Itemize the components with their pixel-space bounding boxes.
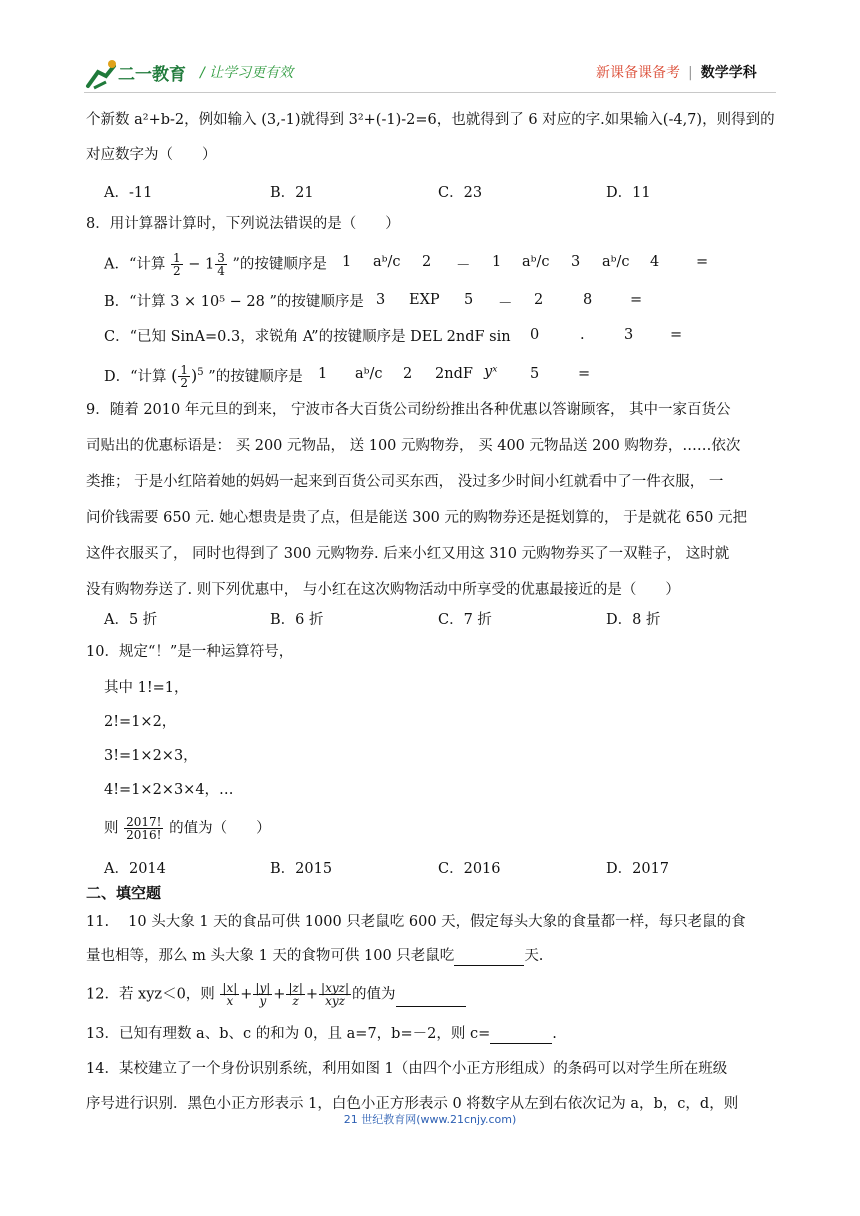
footer: 21 世纪教育网(www.21cnjy.com) [343,1113,517,1126]
q8a-post: ”的按键顺序是 [232,256,327,273]
q8a-key: － [456,258,471,274]
q8d-frac-den: 2 [180,376,189,391]
q10-line: 3!=1×2×3， [104,748,198,764]
q8b-key: 8 [583,292,593,308]
q8a-key: 2 [422,254,432,270]
q11-blank [454,951,524,966]
q10-frac-den: 2016! [126,828,162,842]
q8b-expr: 3 × 10⁵ − 28 [170,294,265,310]
q8d-post: ”的按键顺序是 [208,368,303,385]
q9-option-d: D．8 折 [606,612,661,628]
q8b-key: = [630,292,643,308]
header-right [596,62,757,82]
q8b-key: EXP [409,292,440,308]
q9-line: 司贴出的优惠标语是： 买 200 元物品， 送 100 元购物券， 买 400 元物品送 200 购物券，……依次 [86,438,741,454]
q11-line2 [86,946,543,966]
q8b-key: － [498,296,513,312]
q8d-frac-num: 1 [180,363,189,378]
q8a-frac2 [215,252,227,277]
slogan: / 让学习更有效 [200,65,294,81]
q8d-key: 2 [403,366,413,382]
q10-then [104,816,271,841]
logo-text: 二一教育 [118,65,186,85]
q8a-key: 3 [571,254,581,270]
q8-option-b [104,292,364,312]
q12-f2-num: |y| [255,981,271,995]
q9-line: 这件衣服买了， 同时也得到了 300 元购物券. 后来小红又用这 310 元购物券买了一双鞋子， 这时就 [86,546,730,562]
q8a-key: 1 [342,254,352,270]
q8a-key: aᵇ/c [373,254,401,270]
q8d-key: 1 [318,366,328,382]
q8d-exp: 5 [197,367,204,378]
q8d-key: aᵇ/c [355,366,383,382]
q8d-pre: D．“计算 [104,368,167,385]
q10-frac [124,816,163,841]
q8a-key: aᵇ/c [602,254,630,270]
q12-f3-den: z [292,994,299,1008]
q8d-key: = [578,366,591,382]
q12-f1-num: |x| [222,981,238,995]
q8b-pre: B．“计算 [104,294,166,310]
q12-frac2 [253,982,272,1007]
q12-f4-den: xyz [325,994,345,1008]
q10-then-post: 的值为（ ） [169,820,271,837]
q7-option-d: D．11 [606,185,651,201]
q12-plus: + [305,986,319,1003]
q12-plus: + [240,986,253,1003]
q8c-key: = [670,327,683,343]
q10-option-b: B．2015 [270,861,333,877]
q8-option-c: C．“已知 SinA=0.3，求锐角 A”的按键顺序是 DEL 2ndF sin [104,329,511,345]
q8b-key: 2 [534,292,544,308]
q8-stem: 8．用计算器计算时，下列说法错误的是（ ） [86,216,400,232]
q8a-key: aᵇ/c [522,254,550,270]
q10-option-c: C．2016 [438,861,501,877]
q12-plus: + [273,986,286,1003]
q10-frac-num: 2017! [126,815,162,829]
q12-f3-num: |z| [288,981,303,995]
q9-line: 9．随着 2010 年元旦的到来， 宁波市各大百货公司纷纷推出各种优惠以答谢顾客， 其中一家百货公 [86,402,731,418]
q8d-key: 2ndF [435,366,473,382]
q8a-frac1-num: 1 [173,251,181,265]
q10-stem: 10．规定“！”是一种运算符号， [86,644,294,660]
q7-line2: 对应数字为（ ） [86,147,217,163]
q14-line1: 14．某校建立了一个身份识别系统，利用如图 1（由四个小正方形组成）的条码可以对学生所在班级 [86,1061,728,1077]
q8d-frac [178,364,190,389]
q8-option-d: D．“计算 ( $\frac{1}{2}$ )$^5$ ”的按键顺序是 [104,363,303,391]
q13-line [86,1024,557,1044]
q10-option-d: D．2017 [606,861,670,877]
q8b-key: 3 [376,292,386,308]
q11-line1: 11. 10 头大象 1 天的食品可供 1000 只老鼠吃 600 天，假定每头大象的食量都一样，每只老鼠的食 [86,914,746,930]
q11-line2-pre: 量也相等，那么 m 头大象 1 天的食物可供 100 只老鼠吃 [86,948,455,964]
q9-line: 问价钱需要 650 元. 她心想贵是贵了点，但是能送 300 元的购物券还是挺划算的， 于是就花 650 元把 [86,510,748,526]
q10-option-a: A．2014 [104,861,166,877]
header-separator: | [688,65,693,81]
header-rule [84,92,776,93]
q9-option-b: B．6 折 [270,612,324,628]
q8a-frac1 [171,252,183,277]
q8d-key: 5 [530,366,540,382]
q12-f4-num: |xyz| [321,981,349,995]
q11-line2-post: 天. [524,948,544,964]
q8d-key: yˣ [484,364,498,380]
q12-post: 的值为 [352,986,396,1003]
q12-f1-den: x [226,994,234,1008]
q10-then-pre: 则 [104,820,119,837]
q7-option-a: A．-11 [104,185,153,201]
q8a-key: 1 [492,254,502,270]
q12-line [86,982,466,1007]
q7-option-c: C．23 [438,185,483,201]
q9-option-a: A．5 折 [104,612,158,628]
q8b-key: 5 [464,292,474,308]
section-title: 二、填空题 [86,884,162,902]
q8a-key: 4 [650,254,660,270]
q13-blank [490,1029,552,1044]
q12-frac3 [286,982,304,1007]
q8c-key: 3 [624,327,634,343]
q12-f2-den: y [259,994,267,1008]
q10-line: 2!=1×2， [104,714,177,730]
q13-post: . [552,1026,557,1042]
q8a-frac1-den: 2 [173,264,181,278]
q8a-minus: − [188,256,201,273]
q9-line: 没有购物券送了. 则下列优惠中， 与小红在这次购物活动中所享受的优惠最接近的是（ ） [86,582,680,598]
q8a-pre: A．“计算 [104,256,166,273]
q8c-key: 0 [530,327,540,343]
q7-option-b: B．21 [270,185,314,201]
q9-option-c: C．7 折 [438,612,492,628]
q8b-post: ”的按键顺序是 [269,294,364,310]
q12-blank [396,992,466,1007]
q8c-key: . [580,327,585,343]
q10-line: 其中 1!=1， [104,680,189,696]
q12-frac4 [319,982,351,1007]
q14-line2: 序号进行识别．黑色小正方形表示 1，白色小正方形表示 0 将数字从左到右依次记为 a，b，c，d，则 [86,1096,739,1112]
header-course: 新课备课备考 [596,65,680,81]
q13-pre: 13．已知有理数 a、b、c 的和为 0，且 a=7，b=－2，则 c= [86,1026,491,1042]
q8a-frac2-den: 4 [217,264,225,278]
q8a-key: = [696,254,709,270]
q8-option-a [104,252,327,277]
q8a-whole: 1 [205,256,215,273]
q12-frac1 [220,982,239,1007]
q7-line1: 个新数 a²+b-2，例如输入 (3,-1)就得到 3²+(-1)-2=6，也就得到了 6 对应的字.如果输入(-4,7)，则得到的 [86,112,775,128]
header-subject: 数学学科 [700,65,757,81]
q9-line: 类推； 于是小红陪着她的妈妈一起来到百货公司买东西， 没过多少时间小红就看中了一件衣服， 一 [86,474,724,490]
q10-line: 4!=1×2×3×4，… [104,782,234,798]
q8a-frac2-num: 3 [217,251,225,265]
q12-pre: 12．若 xyz＜0，则 [86,986,215,1003]
